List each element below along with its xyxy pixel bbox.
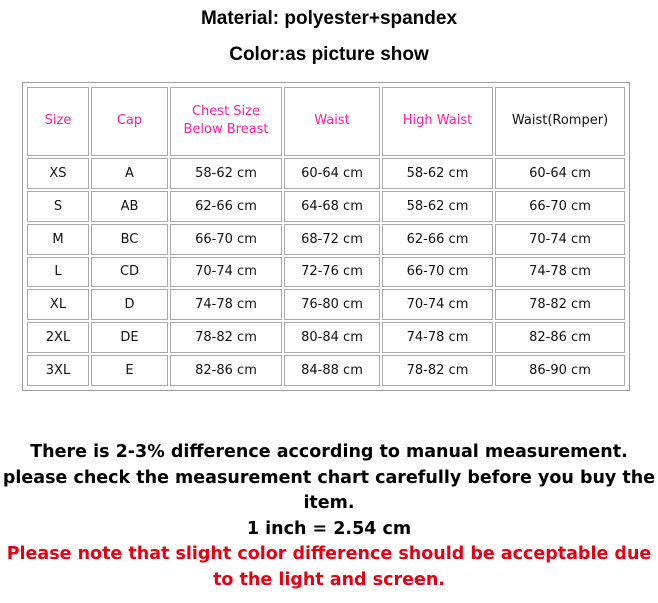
cell-waist-romper: 86-90 cm bbox=[495, 355, 625, 386]
table-row bbox=[27, 257, 625, 288]
cell-high-waist: 58-62 cm bbox=[382, 158, 493, 189]
check-chart-note: please check the measurement chart carefully before you buy the item. bbox=[2, 467, 656, 513]
cell-waist: 76-80 cm bbox=[284, 289, 380, 320]
table-row bbox=[27, 224, 625, 255]
cell-cap: AB bbox=[91, 191, 168, 222]
cell-chest: 78-82 cm bbox=[170, 322, 282, 353]
cell-waist-romper: 60-64 cm bbox=[495, 158, 625, 189]
header-waist-romper: Waist(Romper) bbox=[495, 87, 625, 156]
cell-waist-romper: 70-74 cm bbox=[495, 224, 625, 255]
color-title: Color:as picture show bbox=[229, 44, 429, 65]
cell-cap: A bbox=[91, 158, 168, 189]
cell-chest: 66-70 cm bbox=[170, 224, 282, 255]
cell-size: XL bbox=[27, 289, 89, 320]
cell-chest: 70-74 cm bbox=[170, 257, 282, 288]
measurement-difference-note: There is 2-3% difference according to manual measurement. bbox=[30, 442, 628, 462]
table-row bbox=[27, 355, 625, 386]
cell-chest: 62-66 cm bbox=[170, 191, 282, 222]
inch-conversion-note: 1 inch = 2.54 cm bbox=[246, 518, 412, 539]
cell-waist: 84-88 cm bbox=[284, 355, 380, 386]
cell-waist: 68-72 cm bbox=[284, 224, 380, 255]
cell-waist: 60-64 cm bbox=[284, 158, 380, 189]
cell-high-waist: 74-78 cm bbox=[382, 322, 493, 353]
cell-chest: 58-62 cm bbox=[170, 158, 282, 189]
cell-waist: 64-68 cm bbox=[284, 191, 380, 222]
cell-high-waist: 78-82 cm bbox=[382, 355, 493, 386]
cell-high-waist: 70-74 cm bbox=[382, 289, 493, 320]
cell-cap: D bbox=[91, 289, 168, 320]
cell-cap: E bbox=[91, 355, 168, 386]
table-header-row bbox=[27, 87, 625, 156]
header-size: Size bbox=[27, 87, 89, 156]
notes-section bbox=[0, 440, 658, 593]
cell-size: XS bbox=[27, 158, 89, 189]
cell-cap: BC bbox=[91, 224, 168, 255]
cell-size: L bbox=[27, 257, 89, 288]
table-row bbox=[27, 289, 625, 320]
material-title: Material: polyester+spandex bbox=[200, 8, 458, 29]
size-table bbox=[25, 85, 627, 388]
cell-size: 3XL bbox=[27, 355, 89, 386]
color-difference-warning: Please note that slight color difference should be acceptable due to the light and screen. bbox=[6, 544, 652, 590]
cell-waist-romper: 66-70 cm bbox=[495, 191, 625, 222]
cell-waist-romper: 78-82 cm bbox=[495, 289, 625, 320]
header-cap: Cap bbox=[91, 87, 168, 156]
cell-chest: 82-86 cm bbox=[170, 355, 282, 386]
cell-size: M bbox=[27, 224, 89, 255]
cell-high-waist: 62-66 cm bbox=[382, 224, 493, 255]
table-row bbox=[27, 322, 625, 353]
cell-chest: 74-78 cm bbox=[170, 289, 282, 320]
table-row bbox=[27, 158, 625, 189]
size-chart bbox=[22, 82, 630, 391]
cell-cap: DE bbox=[91, 322, 168, 353]
header-chest: Chest Size Below Breast bbox=[170, 87, 282, 156]
cell-size: 2XL bbox=[27, 322, 89, 353]
cell-waist-romper: 82-86 cm bbox=[495, 322, 625, 353]
header-high-waist: High Waist bbox=[382, 87, 493, 156]
cell-waist: 80-84 cm bbox=[284, 322, 380, 353]
table-row bbox=[27, 191, 625, 222]
cell-cap: CD bbox=[91, 257, 168, 288]
cell-high-waist: 66-70 cm bbox=[382, 257, 493, 288]
header-waist: Waist bbox=[284, 87, 380, 156]
cell-size: S bbox=[27, 191, 89, 222]
cell-high-waist: 58-62 cm bbox=[382, 191, 493, 222]
cell-waist-romper: 74-78 cm bbox=[495, 257, 625, 288]
cell-waist: 72-76 cm bbox=[284, 257, 380, 288]
